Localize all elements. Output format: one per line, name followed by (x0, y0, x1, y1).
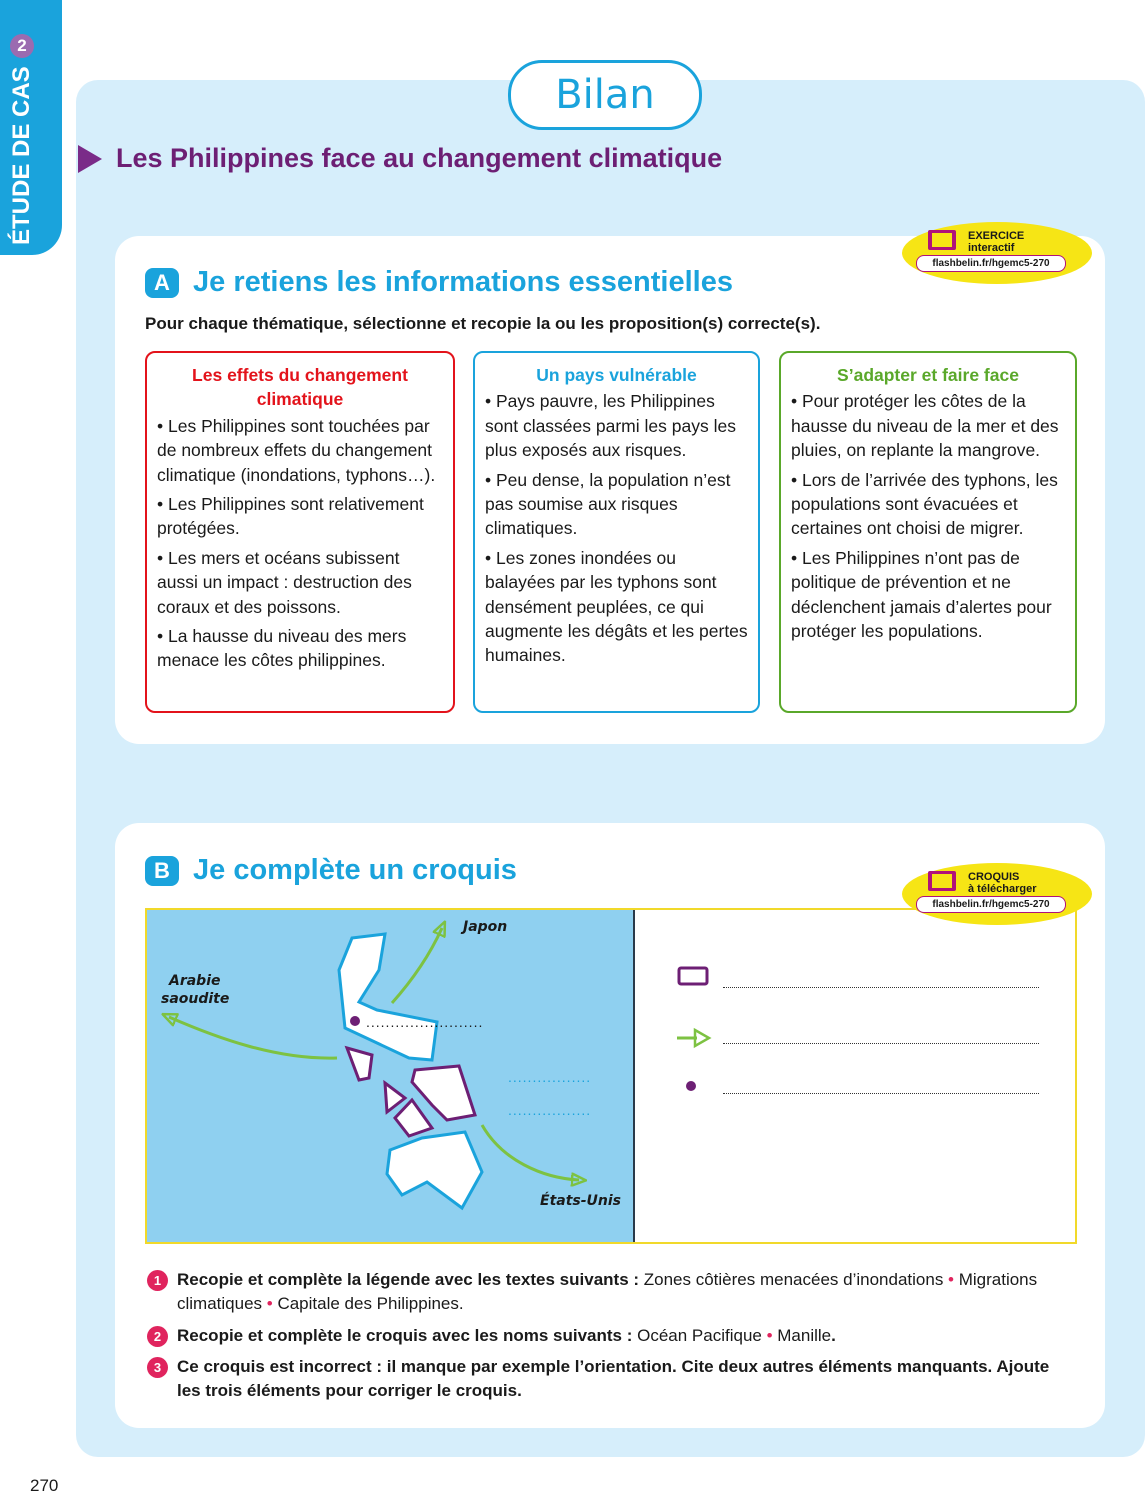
page-number: 270 (30, 1476, 59, 1495)
proposition: • Les Philippines sont relativement protégées. (157, 494, 424, 539)
island-mindanao (387, 1132, 482, 1208)
badge-url-link[interactable]: flashbelin.fr/hgemc5-270 (916, 896, 1066, 913)
migration-arrow-arabia (169, 1017, 337, 1058)
question-2: 2 Recopie et complète le croquis avec les noms suivants : Océan Pacifique • Manille. (147, 1324, 1077, 1348)
question-1: 1 Recopie et complète la légende avec les textes suivants : Zones côtières menacées d’inondations • Migrations climatiques • Capitale des Philippines. (147, 1268, 1077, 1317)
capital-name-blank: ........................ (366, 1014, 484, 1030)
section-b-title: Je complète un croquis (193, 854, 517, 886)
badge-label: CROQUIS à télécharger (968, 871, 1037, 895)
proposition: • Peu dense, la population n’est pas soumise aux risques climatiques. (485, 469, 731, 539)
interactive-exercise-badge[interactable] (902, 222, 1092, 284)
proposition: • Les mers et océans subissent aussi un impact : destruction des coraux et des poissons. (157, 547, 412, 617)
legend-symbols (675, 964, 715, 1104)
label-japon: Japon (463, 919, 508, 935)
migration-arrow-usa (482, 1125, 579, 1180)
questions (147, 1268, 1077, 1410)
croquis-frame (145, 908, 1077, 1244)
proposition: • Pour protéger les côtes de la hausse du niveau de la mer et des pluies, on replante la mangrove. (791, 391, 1059, 461)
section-letter-a: A (145, 268, 179, 298)
croquis-download-badge[interactable] (902, 863, 1092, 925)
column-adapt (779, 351, 1077, 713)
proposition: • Les Philippines n’ont pas de politique de prévention et ne déclenchent jamais d’alertes pour protéger les populations. (791, 547, 1052, 642)
section-b-heading (145, 854, 517, 887)
column-title: Un pays vulnérable (536, 365, 697, 385)
proposition: • Les zones inondées ou balayées par les typhons sont densément peuplées, ce qui augmente les dégâts et les pertes humaines. (485, 547, 748, 666)
label-etats-unis: États-Unis (540, 1193, 622, 1209)
column-vulnerable (473, 351, 760, 713)
main-title (78, 143, 722, 174)
badge-url-link[interactable]: flashbelin.fr/hgemc5-270 (916, 255, 1066, 272)
question-number: 2 (147, 1326, 168, 1347)
instruction-text: Pour chaque thématique, sélectionne et recopie la ou les proposition(s) correcte(s). (145, 314, 821, 333)
section-letter-b: B (145, 856, 179, 886)
legend-blank-2 (723, 1043, 1039, 1044)
legend-arrow-icon (695, 1030, 709, 1046)
island-cebu (395, 1100, 432, 1136)
triangle-bullet-icon (78, 145, 102, 173)
badge-label: EXERCICE interactif (968, 230, 1025, 254)
column-title: Les effets du changement climatique (192, 365, 408, 410)
case-number-badge: 2 (10, 34, 34, 58)
column-effects (145, 351, 455, 713)
question-number: 1 (147, 1270, 168, 1291)
legend-capital-dot (686, 1081, 696, 1091)
legend-coastal-zone-symbol (679, 968, 707, 984)
column-title: S’adapter et faire face (837, 365, 1019, 385)
section-a-card (115, 236, 1105, 744)
laptop-icon (928, 871, 956, 891)
ocean-name-blank-2: ................. (508, 1102, 592, 1118)
proposition: • Lors de l’arrivée des typhons, les populations sont évacuées et certaines ont choisi de migrer. (791, 469, 1058, 539)
legend-blank-1 (723, 987, 1039, 988)
laptop-icon (928, 230, 956, 250)
island-mindoro (347, 1048, 372, 1080)
main-title-text: Les Philippines face au changement climatique (116, 143, 723, 173)
island-panay (385, 1083, 405, 1112)
proposition: • La hausse du niveau des mers menace les côtes philippines. (157, 626, 407, 671)
capital-point (350, 1016, 360, 1026)
croquis-map (147, 910, 635, 1242)
proposition: • Les Philippines sont touchées par de nombreux effets du changement climatique (inondations, typhons…). (157, 415, 436, 485)
question-number: 3 (147, 1357, 168, 1378)
side-tab-label: ÉTUDE DE CAS 2 (8, 36, 35, 245)
proposition: • Pays pauvre, les Philippines sont classées parmi les pays les plus exposés aux risques. (485, 391, 736, 461)
side-tab (0, 0, 62, 255)
section-a-heading (145, 266, 733, 299)
question-3: 3 Ce croquis est incorrect : il manque par exemple l’orientation. Cite deux autres éléments manquants. Ajoute les trois éléments pour corriger le croquis. (147, 1355, 1077, 1404)
migration-arrow-japan (392, 928, 442, 1003)
island-luzon (339, 934, 437, 1060)
section-a-title: Je retiens les informations essentielles (193, 266, 733, 298)
legend-blank-3 (723, 1093, 1039, 1094)
ocean-name-blank-1: ................. (508, 1069, 592, 1085)
bilan-title: Bilan (508, 60, 702, 130)
label-arabie: Arabie saoudite (161, 973, 230, 1007)
